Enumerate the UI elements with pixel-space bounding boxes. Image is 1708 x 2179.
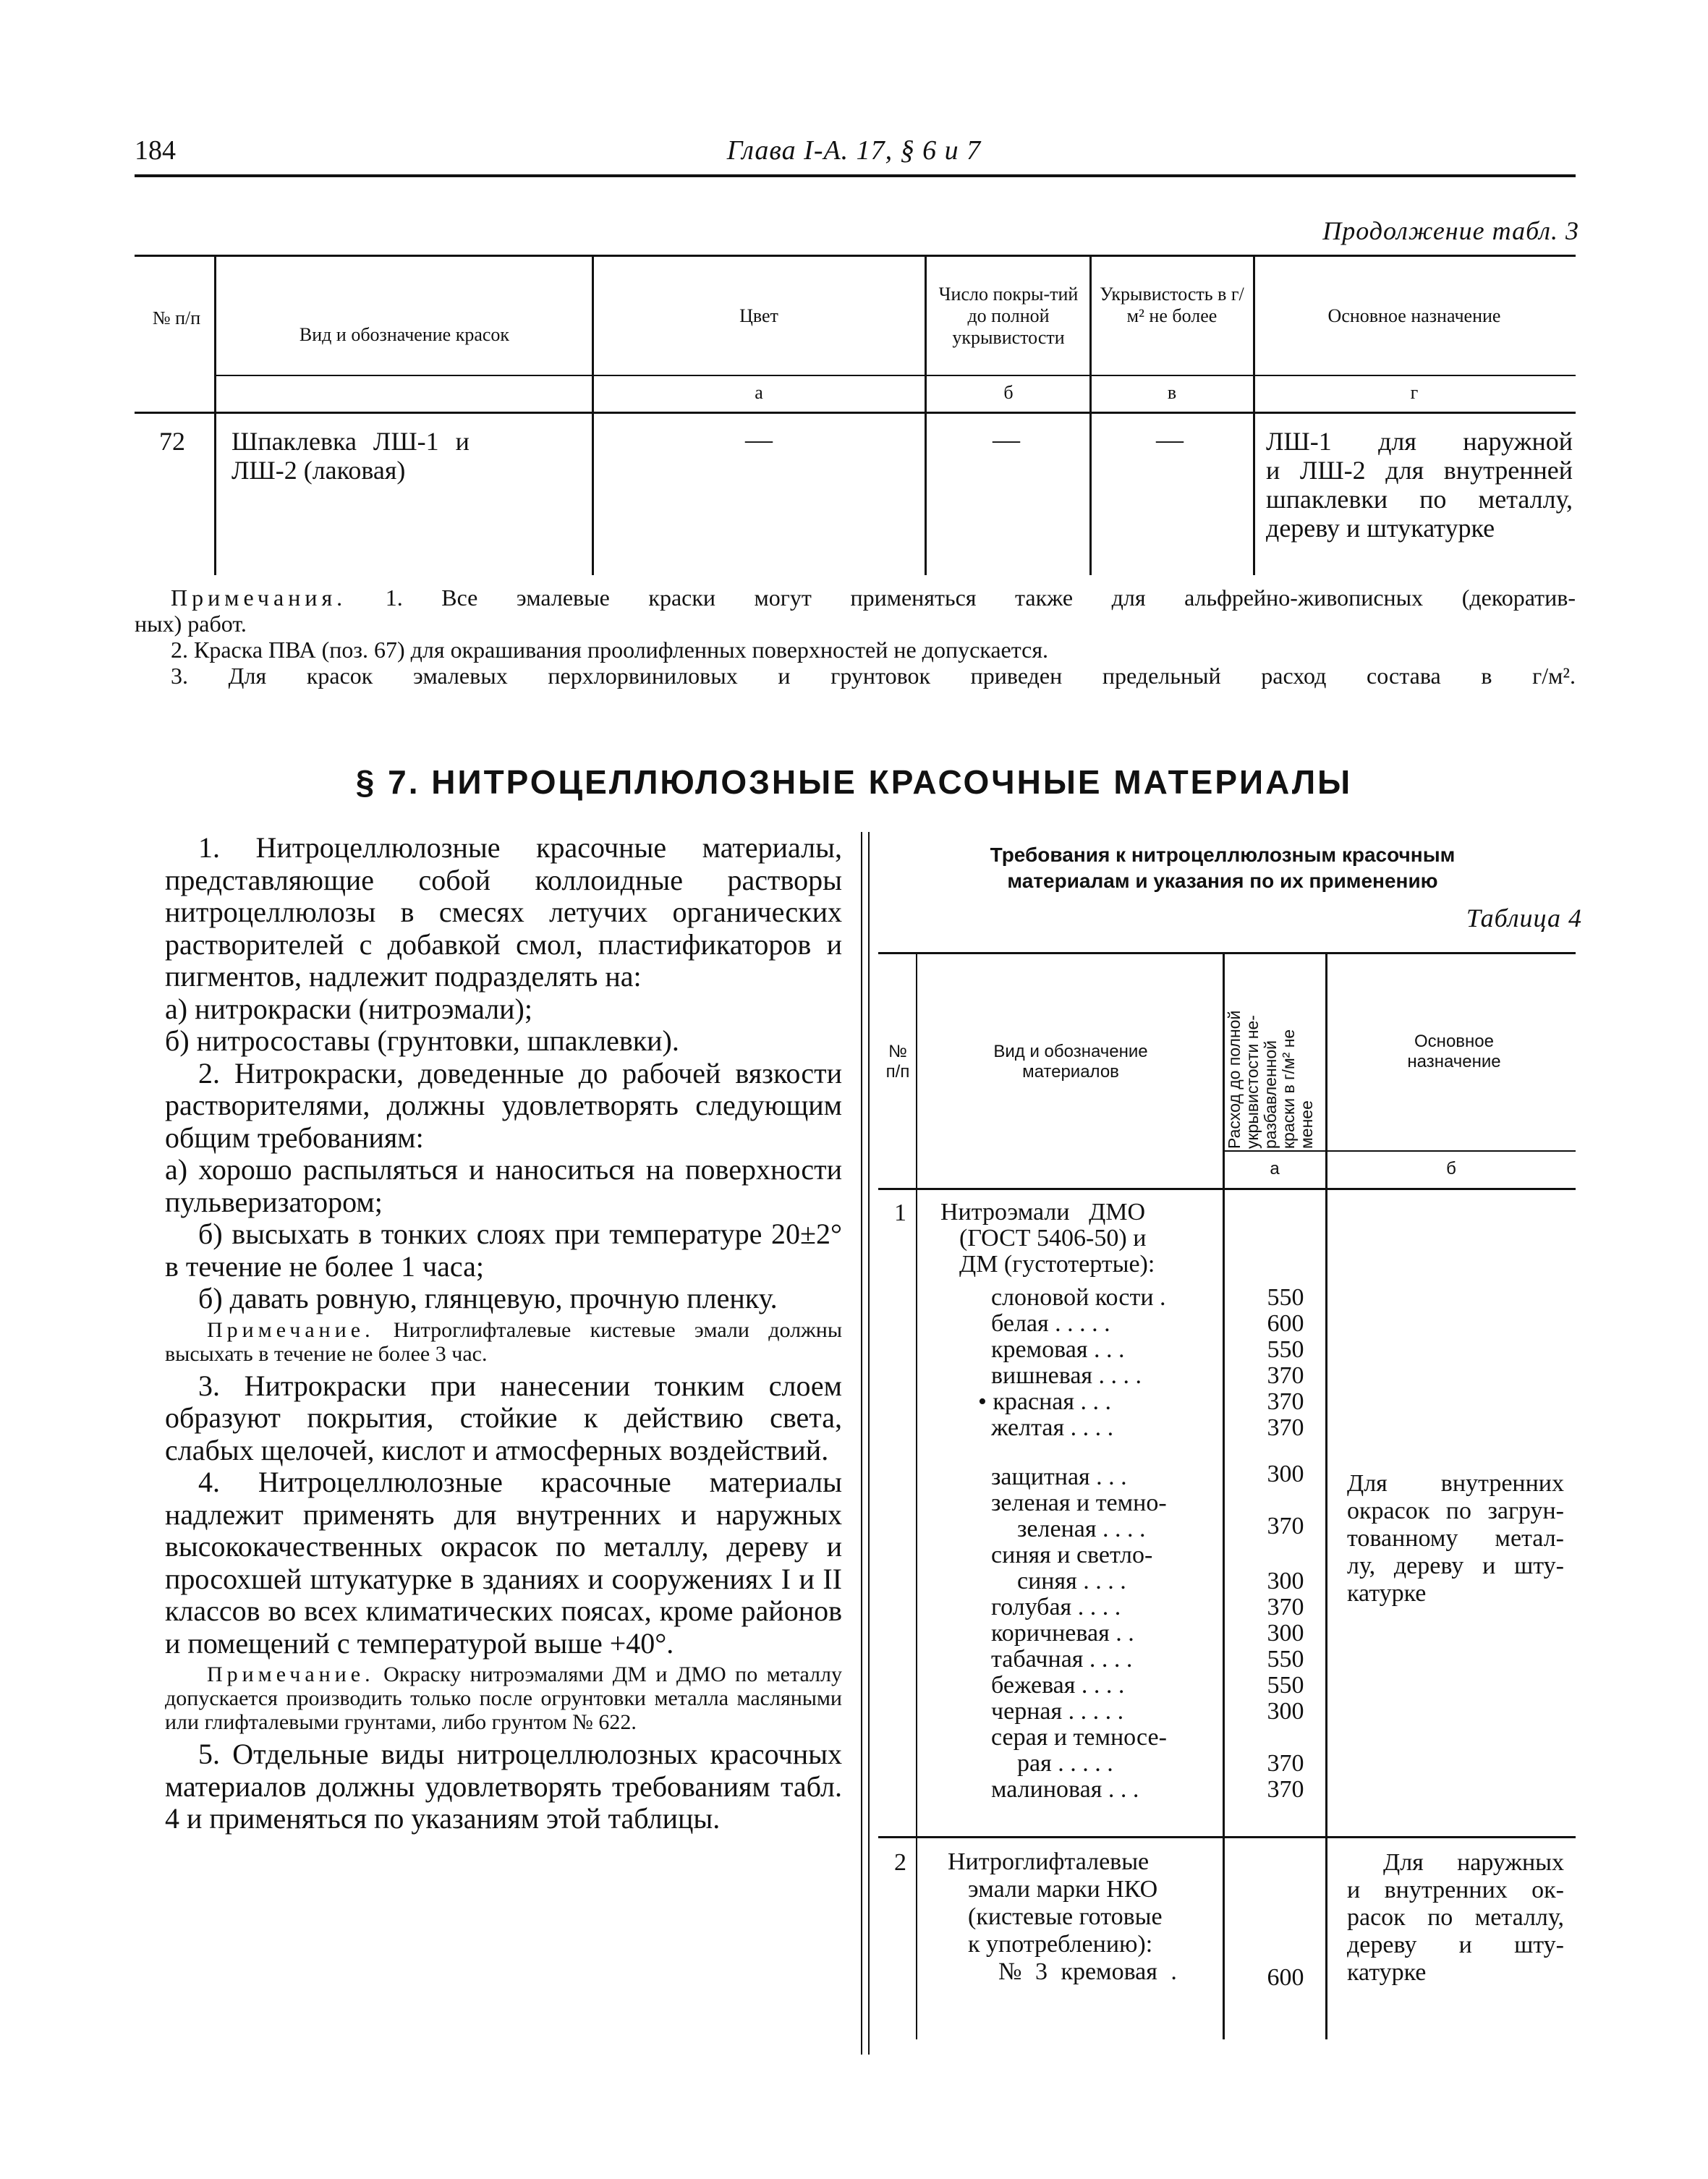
material-item: малиновая . . . [991,1776,1139,1803]
subheader-g: г [1410,382,1419,403]
column-divider [861,832,862,2055]
material-item: зеленая . . . . [1017,1516,1146,1542]
row-separator [878,1836,1576,1838]
material-item: табачная . . . . [991,1646,1133,1673]
note-paragraph-1 [165,1318,842,1366]
material-item: коричневая . . [991,1620,1134,1647]
note-1-text: Нитроглифталевые кистевые эмали должны высыхать в течение не более 3 час. [165,1317,842,1366]
row-purpose-line: шпаклевки по металлу, [1266,485,1573,514]
material-item: голубая . . . . [991,1594,1121,1621]
header-purpose: Основное назначение [1407,1032,1501,1071]
material-item: слоновой кости . [991,1284,1166,1311]
material-item: рая . . . . . [1017,1750,1113,1777]
purpose-line: окрасок по загрун- [1347,1498,1564,1524]
consumption-value: 300 [1267,1698,1304,1725]
row-title-line: (ГОСТ 5406-50) и [959,1225,1147,1252]
page-number: 184 [135,135,176,166]
note-1b: ных) работ. [135,611,247,637]
row-purpose-line: и ЛШ-2 для внутренней [1266,456,1573,485]
col-divider [214,257,216,575]
header-coats: Число покры-тий до полной укрывистости [938,284,1079,348]
col-divider [916,954,917,2039]
table-subheader-rule [216,375,1576,376]
col-divider [1325,954,1327,2039]
material-item: синяя . . . . [1017,1568,1126,1594]
consumption-value: 550 [1267,1646,1304,1673]
table-header-rule [135,412,1576,414]
row-title-line: к употреблению): [968,1931,1153,1958]
subheader-v: в [1167,382,1177,403]
row-title-line: эмали марки НКО [968,1876,1158,1903]
note-3: 3. Для красок эмалевых перхлорвиниловых и грунтовок приведен предельный расход состава в г/м². [171,663,1576,689]
material-item: № 3 кремовая . [998,1958,1177,1985]
header-coverage: Укрывистость в г/м² не более [1100,284,1244,326]
material-item: зеленая и темно- [991,1490,1167,1516]
material-item: кремовая . . . [991,1336,1125,1363]
consumption-value: 370 [1267,1513,1304,1539]
subheader-b: б [1446,1159,1456,1178]
material-item: бежевая . . . . [991,1672,1125,1699]
subheader-b: б [1003,382,1014,403]
row-number: 2 [894,1849,906,1876]
purpose-line: тованному метал- [1347,1525,1564,1552]
row-purpose-line: ЛШ-1 для наружной [1266,427,1573,456]
consumption-line: менее [1297,1100,1316,1149]
note-2: 2. Краска ПВА (поз. 67) для окрашивания проолифленных поверхностей не допускается. [171,637,1049,663]
col-divider [925,257,927,575]
purpose-line: лу, дереву и шту- [1347,1553,1564,1579]
note-2-label: Примечание. [207,1662,375,1686]
consumption-value: 550 [1267,1336,1304,1363]
header-rule [135,174,1576,177]
row-color-dash: — [745,425,773,455]
consumption-value: 370 [1267,1362,1304,1389]
row-title-line: ДМ (густотертые): [959,1251,1155,1278]
consumption-value: 370 [1267,1388,1304,1415]
row-coats-dash: — [993,425,1020,455]
material-item: • красная . . . [978,1388,1112,1415]
col-divider [1089,257,1092,575]
consumption-value: 300 [1267,1461,1304,1487]
purpose-line: Для внутренних [1347,1470,1564,1497]
material-item: синяя и светло- [991,1542,1153,1568]
section-heading: § 7. НИТРОЦЕЛЛЮЛОЗНЫЕ КРАСОЧНЫЕ МАТЕРИАЛЫ [355,763,1353,801]
column-divider [868,832,870,2055]
paragraph-3: 3. Нитрокраски при нанесении тонким слоем образуют покрытия, стойкие к действию света, слабых щелочей, кислот и атмосферных воздействий. [165,1369,842,1466]
row-title-line: Нитроглифталевые [948,1848,1150,1875]
material-item: черная . . . . . [991,1698,1124,1725]
note-1a: 1. Все эмалевые краски могут применяться также для альфрейно-живописных (декоратив- [385,585,1576,611]
body-text-column [165,832,842,1835]
running-head: Глава I-А. 17, § 6 и 7 [726,135,982,166]
list-item-2b: б) высыхать в тонких слоях при температуре 20±2° в течение не более 1 часа; [165,1218,842,1283]
paragraph-2: 2. Нитрокраски, доведенные до рабочей вязкости растворителями, должны удовлетворять следующим общим требованиям: [165,1056,842,1154]
purpose-line: и внутренних ок- [1347,1877,1564,1903]
purpose-line: катурке [1347,1580,1427,1607]
table-top-rule [135,255,1576,257]
row-purpose [1347,1849,1564,1987]
row-name-line: Шпаклевка ЛШ-1 и [231,427,470,456]
row-number: 72 [159,427,185,456]
consumption-value: 600 [1267,1310,1304,1337]
material-item: вишневая . . . . [991,1362,1142,1389]
consumption-value: 550 [1267,1672,1304,1699]
purpose-line: Для наружных [1383,1849,1564,1876]
subheader-a: а [1270,1159,1280,1178]
table-top-rule [878,952,1576,954]
row-title-line: (кистевые готовые [968,1903,1163,1930]
table-subheader-rule [1224,1150,1576,1152]
row-number: 1 [894,1199,906,1226]
header-purpose: Основное назначение [1327,305,1501,326]
list-item-1a: а) нитрокраски (нитроэмали); [165,992,532,1025]
consumption-value: 600 [1267,1964,1304,1991]
consumption-value: 300 [1267,1568,1304,1594]
note-2-text: Окраску нитроэмалями ДМ и ДМО по металлу допускается производить только после огрунтовки металла масляными или глифталевыми грунтами, либо грунтом № 622. [165,1662,842,1734]
material-item: серая и темносе- [991,1724,1167,1751]
header-num: № п/п [152,307,201,328]
consumption-value: 300 [1267,1620,1304,1647]
row-title-line: Нитроэмали ДМО [940,1199,1146,1226]
consumption-value: 370 [1267,1414,1304,1441]
note-1-label: Примечание. [207,1317,375,1342]
subheader-a: а [755,382,763,403]
row-purpose-line: дереву и штукатурке [1266,514,1495,543]
purpose-line: катурке [1347,1959,1427,1986]
row-name-line: ЛШ-2 (лаковая) [231,456,406,485]
note-paragraph-2 [165,1662,842,1734]
col-divider [1253,257,1255,575]
consumption-line: укрывистости не- [1243,1015,1262,1149]
header-num: № п/п [885,1042,910,1082]
header-name: Вид и обозначение материалов [993,1042,1148,1082]
caption-line: материалам и указания по их применению [1007,870,1438,892]
paragraph-5: 5. Отдельные виды нитроцеллюлозных красочных материалов должны удовлетворять требованиям табл. 4 и применяться по указаниям этой таблицы. [165,1738,842,1835]
paragraph-4: 4. Нитроцеллюлозные красочные материалы надлежит применять для внутренних и наружных высококачественных окрасок по металлу, дереву и просохшей штукатурке в зданиях и сооружениях I и II классов во всех климатических поясах, кроме районов и помещений с температурой выше +40°. [165,1466,842,1660]
purpose-line: дереву и шту- [1347,1932,1564,1958]
consumption-value: 370 [1267,1776,1304,1803]
table-4-label: Таблица 4 [1466,904,1582,933]
table-4-caption [904,842,1541,894]
caption-line: Требования к нитроцеллюлозным красочным [990,844,1456,866]
col-divider [592,257,594,575]
list-item-2a: а) хорошо распыляться и наноситься на поверхности пульверизатором; [165,1153,842,1218]
purpose-line: расок по металлу, [1347,1904,1564,1931]
paragraph-1: 1. Нитроцеллюлозные красочные материалы, представляющие собой коллоидные растворы нитроцеллюлозы в смесях летучих органических растворителей с добавкой смол, пластификаторов и пигментов, надлежит подразделять на: [165,831,842,993]
header-consumption [1225,956,1324,1149]
row-purpose [1347,1470,1564,1607]
note-line [171,585,1576,611]
list-item-1b: б) нитросоставы (грунтовки, шпаклевки). [165,1024,679,1057]
table-continuation-label: Продолжение табл. 3 [1322,216,1579,245]
material-item: защитная . . . [991,1464,1127,1490]
header-color: Цвет [739,305,778,326]
list-item-2c: б) давать ровную, глянцевую, прочную пленку. [198,1282,778,1314]
consumption-line: Расход до полной [1225,1010,1244,1149]
material-item: белая . . . . . [991,1310,1110,1337]
table-header-rule [878,1188,1576,1190]
consumption-line: разбавленной [1261,1040,1280,1149]
material-item: желтая . . . . [991,1414,1114,1441]
notes-label: Примечания. [171,585,347,611]
row-coverage-dash: — [1156,425,1184,455]
header-name: Вид и обозначение красок [299,324,510,345]
consumption-value: 370 [1267,1594,1304,1621]
consumption-value: 370 [1267,1750,1304,1777]
consumption-value: 550 [1267,1284,1304,1311]
consumption-line: краски в г/м² не [1279,1029,1298,1149]
